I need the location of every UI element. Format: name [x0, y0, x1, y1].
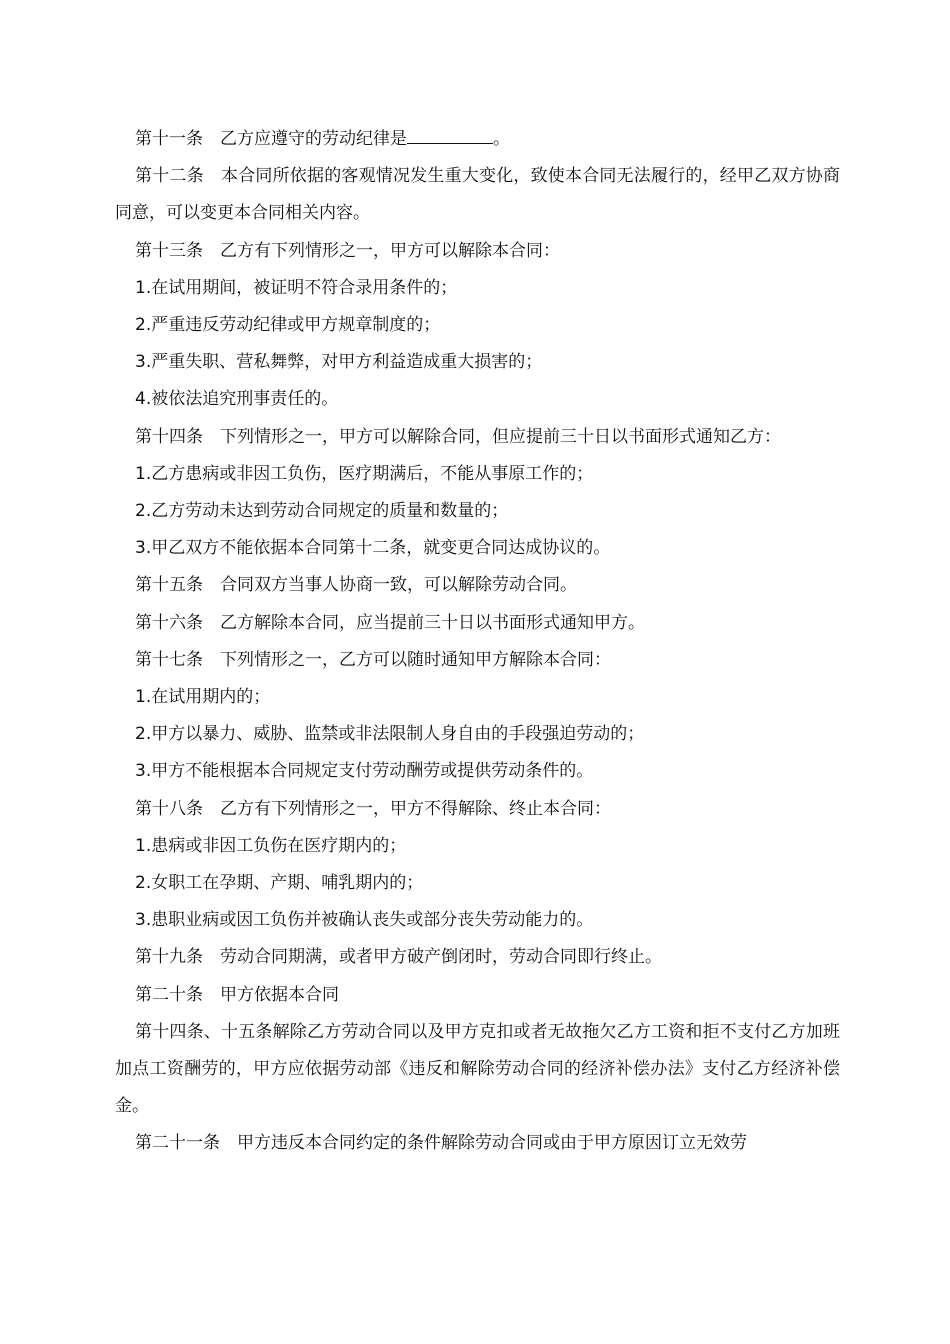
clause-14-item-3: 3.甲乙双方不能依据本合同第十二条，就变更合同达成协议的。 — [135, 538, 611, 559]
clause-11-text: 第十一条 乙方应遵守的劳动纪律是 — [135, 129, 407, 149]
clause-12: 第十二条 本合同所依据的客观情况发生重大变化，致使本合同无法履行的，经甲乙双方协商同意，可以变更本合同相关内容。 — [115, 166, 840, 224]
clause-17-item-2: 2.甲方以暴力、威胁、监禁或非法限制人身自由的手段强迫劳动的； — [135, 724, 645, 745]
clause-16: 第十六条 乙方解除本合同，应当提前三十日以书面形式通知甲方。 — [135, 612, 645, 633]
document-body — [115, 121, 840, 1163]
clause-18-item-2: 2.女职工在孕期、产期、哺乳期内的； — [135, 873, 424, 894]
clause-14: 第十四条 下列情形之一，甲方可以解除合同，但应提前三十日以书面形式通知乙方： — [135, 426, 781, 447]
clause-11 — [115, 121, 840, 158]
clause-11-end: 。 — [493, 129, 510, 149]
clause-13-item-1: 1.在试用期间，被证明不符合录用条件的； — [135, 277, 458, 298]
clause-13: 第十三条 乙方有下列情形之一，甲方可以解除本合同： — [135, 240, 560, 261]
clause-20: 第二十条 甲方依据本合同 — [135, 984, 339, 1005]
clause-13-item-2: 2.严重违反劳动纪律或甲方规章制度的； — [135, 315, 441, 336]
clause-15: 第十五条 合同双方当事人协商一致，可以解除劳动合同。 — [135, 575, 577, 596]
fill-in-blank — [407, 127, 493, 144]
clause-20-continued: 第十四条、十五条解除乙方劳动合同以及甲方克扣或者无故拖欠乙方工资和拒不支付乙方加班加点工资酬劳的，甲方应依据劳动部《违反和解除劳动合同的经济补偿办法》支付乙方经济补偿金。 — [115, 1021, 840, 1117]
clause-17: 第十七条 下列情形之一，乙方可以随时通知甲方解除本合同： — [135, 649, 611, 670]
clause-18: 第十八条 乙方有下列情形之一，甲方不得解除、终止本合同： — [135, 798, 611, 819]
clause-18-item-1: 1.患病或非因工负伤在医疗期内的； — [135, 835, 407, 856]
clause-17-item-1: 1.在试用期内的； — [135, 687, 271, 708]
clause-17-item-3: 3.甲方不能根据本合同规定支付劳动酬劳或提供劳动条件的。 — [135, 761, 594, 782]
clause-14-item-2: 2.乙方劳动未达到劳动合同规定的质量和数量的； — [135, 501, 509, 522]
clause-13-item-4: 4.被依法追究刑事责任的。 — [135, 389, 339, 410]
clause-13-item-3: 3.严重失职、营私舞弊，对甲方利益造成重大损害的； — [135, 352, 543, 373]
clause-18-item-3: 3.患职业病或因工负伤并被确认丧失或部分丧失劳动能力的。 — [135, 910, 594, 931]
clause-14-item-1: 1.乙方患病或非因工负伤，医疗期满后，不能从事原工作的； — [135, 463, 594, 484]
clause-21: 第二十一条 甲方违反本合同约定的条件解除劳动合同或由于甲方原因订立无效劳 — [135, 1133, 747, 1154]
clause-19: 第十九条 劳动合同期满，或者甲方破产倒闭时，劳动合同即行终止。 — [135, 947, 662, 968]
